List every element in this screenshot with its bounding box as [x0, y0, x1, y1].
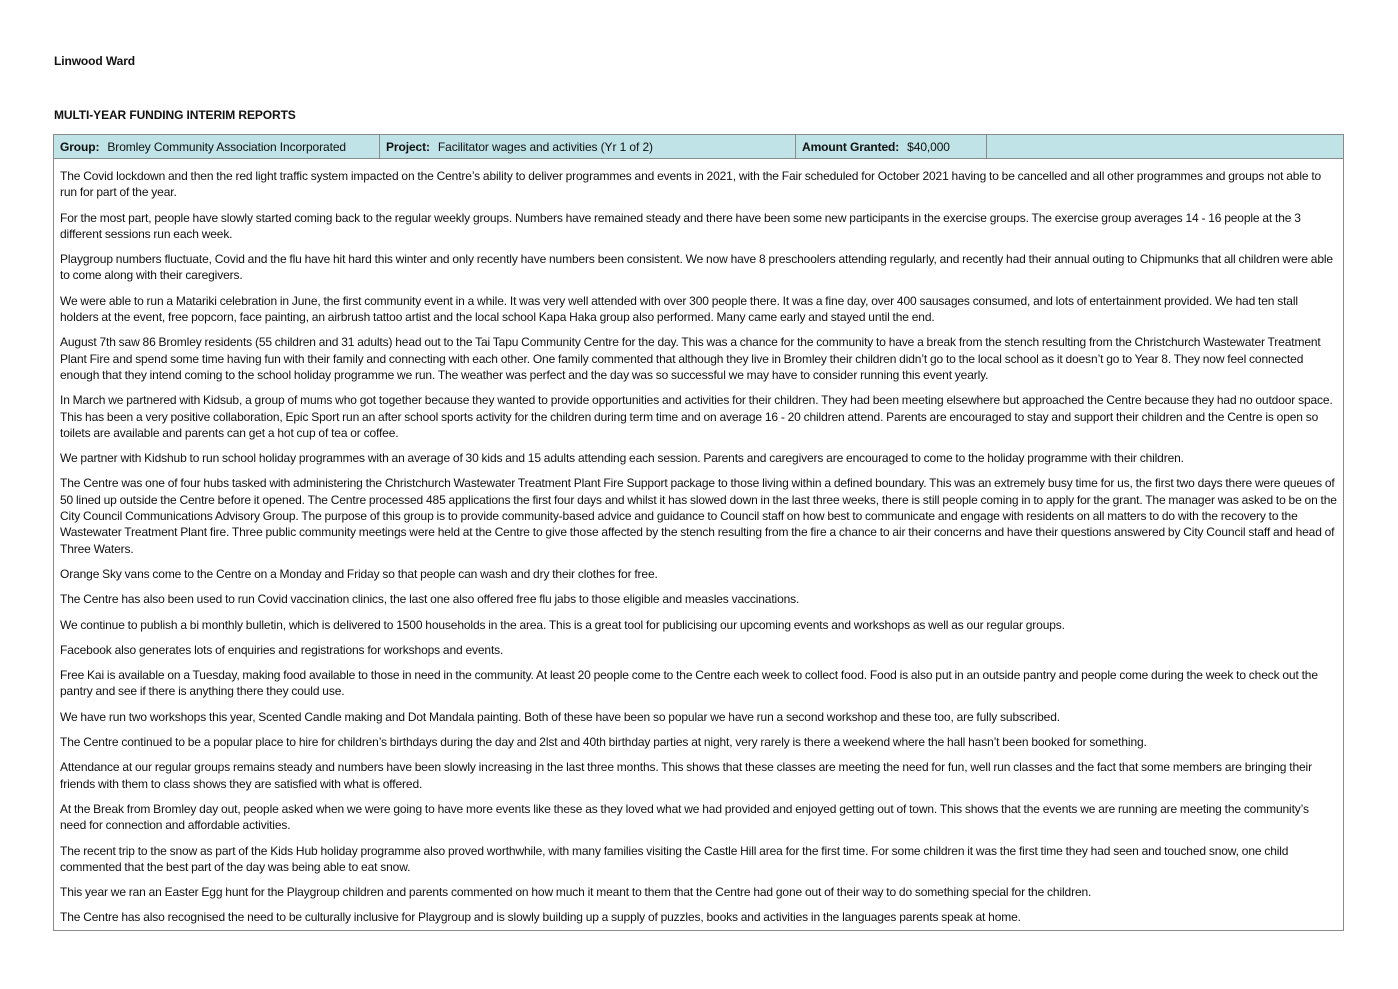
report-paragraph: The recent trip to the snow as part of the Kids Hub holiday programme also proved worthwhile, with many families visiting the Castle Hill area for the first time. For some children it was the first time they had seen and touched snow, one child commented that the best part of the day was being able to eat snow. — [60, 843, 1289, 874]
report-paragraph: Facebook also generates lots of enquiries and registrations for workshops and events. — [60, 642, 504, 657]
report-paragraph: We have run two workshops this year, Scented Candle making and Dot Mandala painting. Both of these have been so popular we have run a second workshop and these too, are fully subscribed. — [60, 709, 1060, 724]
report-paragraph: For the most part, people have slowly started coming back to the regular weekly groups. Numbers have remained steady and there have been some new participants in the exercise groups. The exercise group averages 14 - 16 people at the 3 different sessions run each week. — [60, 210, 1301, 241]
report-paragraph: Orange Sky vans come to the Centre on a Monday and Friday so that people can wash and dry their clothes for free. — [60, 566, 658, 581]
report-paragraph: We partner with Kidshub to run school holiday programmes with an average of 30 kids and 15 adults attending each session. Parents and caregivers are encouraged to come to the holiday programme with their children. — [60, 451, 1184, 466]
report-paragraph: Playgroup numbers fluctuate, Covid and the flu have hit hard this winter and only recently have numbers been consistent. We now have 8 preschoolers attending regularly, and recently had their annual outing to Chipmunks that all children were able to come along with their caregivers. — [60, 252, 1333, 283]
report-paragraph: At the Break from Bromley day out, people asked when we were going to have more events like these as they loved what we had provided and enjoyed getting out of town. This shows that the events we are running are meeting the community’s need for connection and affordable activities. — [60, 801, 1309, 833]
amount-value: $40,000 — [907, 139, 950, 154]
report-body — [54, 159, 1343, 926]
empty-header-cell — [987, 135, 1343, 158]
amount-label: Amount Granted: — [802, 139, 900, 154]
report-paragraph: In March we partnered with Kidsub, a group of mums who got together because they wanted to provide opportunities and activities for their children. They had been meeting elsewhere but approached the Centre because they had no outdoor space. This has been a very positive collaboration, Epic Sport run an after school sports activity for the children during term time and on average 16 - 20 children attend. Parents are encouraged to stay and support their children and the Centre is open so toilets are available and parents can get a hot cup of tea or coffee. — [60, 393, 1333, 440]
project-value: Facilitator wages and activities (Yr 1 of 2) — [437, 139, 653, 154]
ward-title: Linwood Ward — [54, 54, 136, 68]
report-header-row — [54, 135, 1343, 159]
report-paragraph: August 7th saw 86 Bromley residents (55 children and 31 adults) head out to the Tai Tapu Community Centre for the day. This was a chance for the community to have a break from the stench resulting from the Christchurch Wastewater Treatment Plant Fire and spend some time having fun with their family and connecting with each other. One family commented that although they live in Bromley their children didn’t go to the local school as it doesn’t go to Year 8. They now feel connected enough that they intend coming to the school holiday programme we run. The weather was perfect and the day was so successful we may have to consider running this event yearly. — [60, 335, 1321, 382]
report-paragraph: We were able to run a Matariki celebration in June, the first community event in a while. It was very well attended with over 300 people there. It was a fine day, over 400 sausages consumed, and lots of entertainment provided. We had ten stall holders at the event, free popcorn, face painting, an airbrush tattoo artist and the local school Kapa Haka group also performed. Many came early and stayed until the end. — [60, 293, 1298, 325]
project-cell — [380, 135, 796, 158]
group-value: Bromley Community Association Incorporated — [107, 139, 346, 154]
report-table — [53, 134, 1344, 931]
report-paragraph: The Covid lockdown and then the red light traffic system impacted on the Centre’s ability to deliver programmes and events in 2021, with the Fair scheduled for October 2021 having to be cancelled and all other programmes and groups not able to run for part of the year. — [60, 169, 1322, 200]
report-paragraph: Attendance at our regular groups remains steady and numbers have been slowly increasing in the last three months. This shows that these classes are meeting the need for fun, well run classes and the fact that some members are bringing their friends with them to class shows they are satisfied with what is offered. — [60, 760, 1312, 791]
report-paragraph: This year we ran an Easter Egg hunt for the Playgroup children and parents commented on how much it meant to them that the Centre had gone out of their way to do something special for the children. — [60, 885, 1092, 900]
report-paragraph: The Centre has also been used to run Covid vaccination clinics, the last one also offered free flu jabs to those eligible and measles vaccinations. — [60, 592, 800, 607]
section-heading: MULTI-YEAR FUNDING INTERIM REPORTS — [54, 108, 296, 122]
report-paragraph: The Centre has also recognised the need to be culturally inclusive for Playgroup and is slowly building up a supply of puzzles, books and activities in the languages parents speak at home. — [60, 910, 1021, 925]
report-paragraph: The Centre continued to be a popular place to hire for children’s birthdays during the day and 2lst and 40th birthday parties at night, very rarely is there a weekend where the hall hasn’t been booked for something. — [60, 735, 1147, 750]
report-paragraph: Free Kai is available on a Tuesday, making food available to those in need in the community. At least 20 people come to the Centre each week to collect food. Food is also put in an outside pantry and people come during the week to check out the pantry and see if there is anything there they could use. — [60, 668, 1318, 699]
group-label: Group: — [60, 139, 100, 154]
report-paragraph: The Centre was one of four hubs tasked with administering the Christchurch Wastewater Treatment Plant Fire Support package to those living within a defined boundary. This was an extremely busy time for us, the first two days there were queues of 50 lined up outside the Centre before it opened. The Centre processed 485 applications the first four days and whilst it has slowed down in the last three weeks, there is still people coming in to apply for the grant. The manager was asked to be on the City Council Communications Advisory Group. The purpose of this group is to provide community-based advice and guidance to Council staff on how best to communicate and engage with residents on all matters to do with the recovery to the Wastewater Treatment Plant fire. Three public community meetings were held at the Centre to give those affected by the stench resulting from the fire a chance to air their concerns and have their questions answered by City Council staff and head of Three Waters. — [60, 476, 1337, 556]
group-cell — [54, 135, 380, 158]
project-label: Project: — [386, 139, 430, 154]
report-paragraph: We continue to publish a bi monthly bulletin, which is delivered to 1500 households in the area. This is a great tool for publicising our upcoming events and workshops as well as our regular groups. — [60, 617, 1065, 632]
amount-cell — [796, 135, 987, 158]
